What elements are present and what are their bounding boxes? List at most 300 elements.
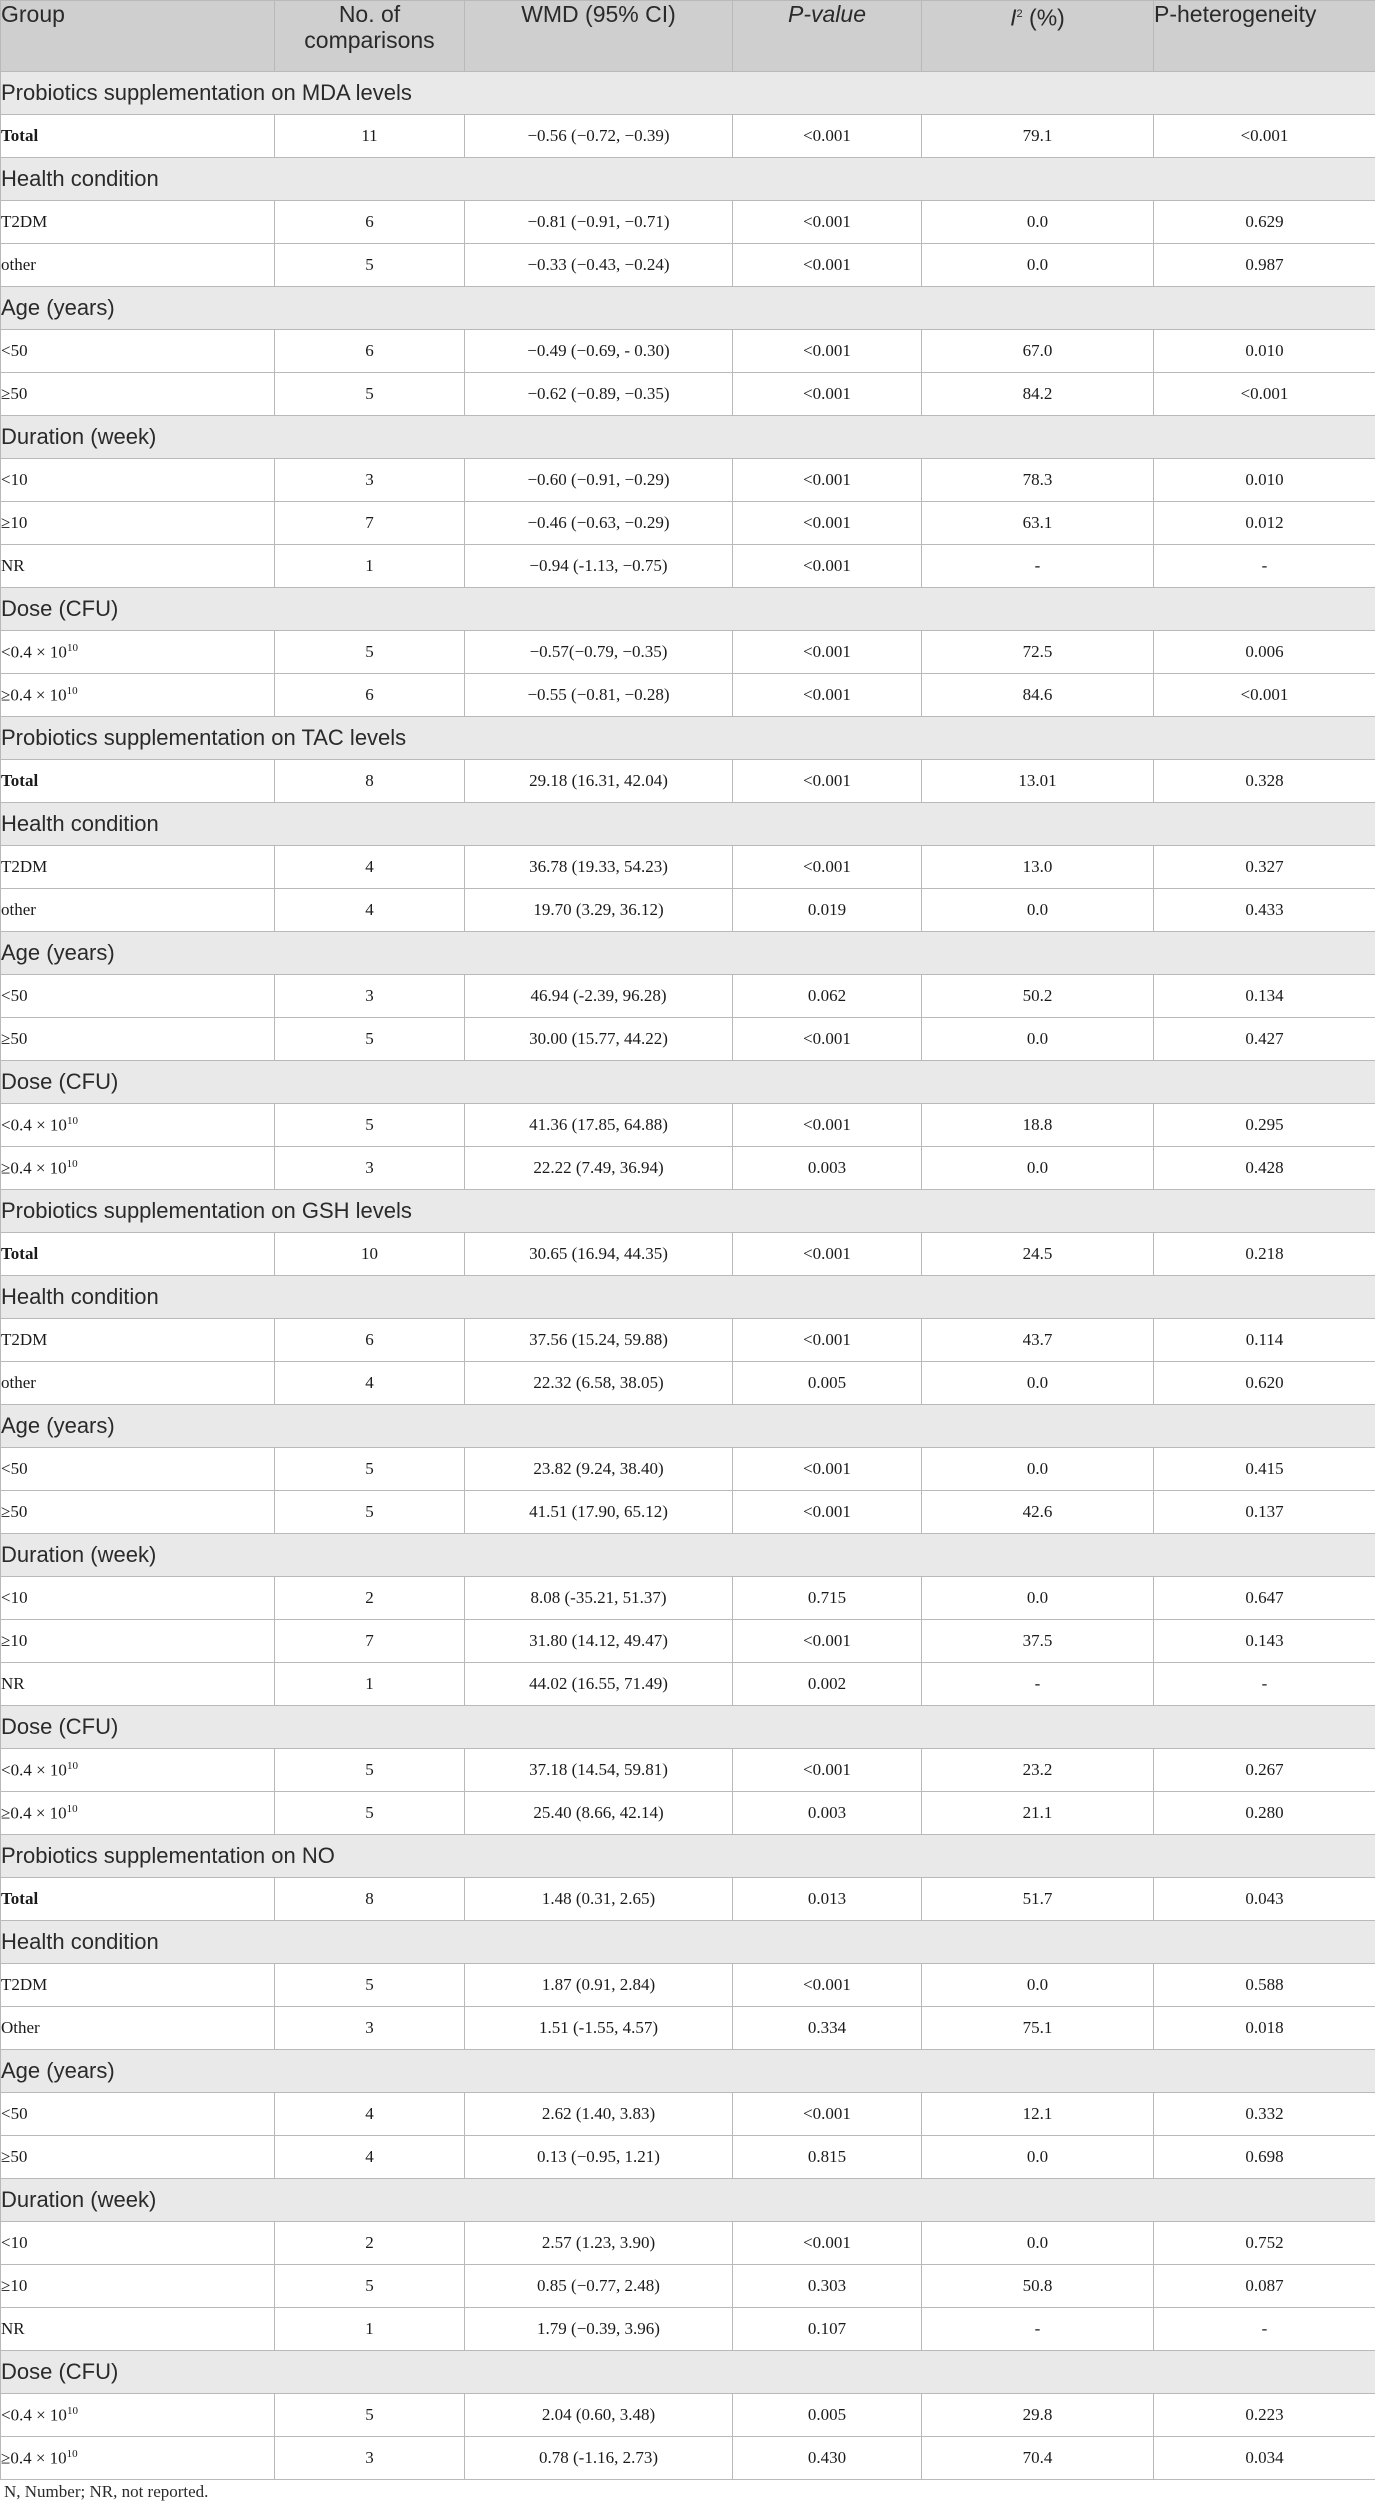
section-header-row xyxy=(1,1706,1375,1749)
pvalue-cell: <0.001 xyxy=(733,545,922,588)
table-row xyxy=(1,2437,1375,2480)
i2-cell: 50.2 xyxy=(922,975,1154,1018)
group-label: T2DM xyxy=(1,1330,48,1349)
group-cell xyxy=(1,502,275,545)
i2-cell: 21.1 xyxy=(922,1792,1154,1835)
table-row xyxy=(1,1104,1375,1147)
table-body xyxy=(1,72,1375,2480)
comparisons-cell: 5 xyxy=(275,373,465,416)
i2-cell: 12.1 xyxy=(922,2093,1154,2136)
p-heterogeneity-cell: - xyxy=(1154,2308,1375,2351)
i2-cell: 29.8 xyxy=(922,2394,1154,2437)
group-label: ≥0.4 × 10 xyxy=(1,685,67,705)
table-row xyxy=(1,1319,1375,1362)
section-label: Dose (CFU) xyxy=(1,2351,1375,2394)
group-label: T2DM xyxy=(1,212,48,231)
i2-cell: 70.4 xyxy=(922,2437,1154,2480)
group-label: Total xyxy=(1,1244,39,1263)
header-comparisons: No. of comparisons xyxy=(275,1,465,72)
comparisons-cell: 5 xyxy=(275,244,465,287)
i2-cell: 72.5 xyxy=(922,631,1154,674)
p-heterogeneity-cell: 0.043 xyxy=(1154,1878,1375,1921)
comparisons-cell: 11 xyxy=(275,115,465,158)
wmd-cell: 1.48 (0.31, 2.65) xyxy=(465,1878,733,1921)
pvalue-cell: <0.001 xyxy=(733,760,922,803)
group-cell xyxy=(1,1319,275,1362)
p-heterogeneity-cell: 0.647 xyxy=(1154,1577,1375,1620)
group-label: other xyxy=(1,255,36,274)
total-row xyxy=(1,1233,1375,1276)
comparisons-cell: 3 xyxy=(275,975,465,1018)
table-row xyxy=(1,2007,1375,2050)
p-heterogeneity-cell: 0.987 xyxy=(1154,244,1375,287)
i2-cell: 24.5 xyxy=(922,1233,1154,1276)
pvalue-cell: <0.001 xyxy=(733,1964,922,2007)
wmd-cell: 23.82 (9.24, 38.40) xyxy=(465,1448,733,1491)
i2-cell: 18.8 xyxy=(922,1104,1154,1147)
section-label: Health condition xyxy=(1,1921,1375,1964)
table-row xyxy=(1,201,1375,244)
section-label: Dose (CFU) xyxy=(1,588,1375,631)
wmd-cell: 0.13 (−0.95, 1.21) xyxy=(465,2136,733,2179)
p-heterogeneity-cell: 0.010 xyxy=(1154,459,1375,502)
pvalue-cell: 0.013 xyxy=(733,1878,922,1921)
group-cell xyxy=(1,330,275,373)
pvalue-cell: <0.001 xyxy=(733,631,922,674)
group-label: <10 xyxy=(1,470,28,489)
exponent: 10 xyxy=(66,684,78,697)
pvalue-cell: 0.002 xyxy=(733,1663,922,1706)
wmd-cell: 2.57 (1.23, 3.90) xyxy=(465,2222,733,2265)
table-row xyxy=(1,1147,1375,1190)
pvalue-cell: 0.019 xyxy=(733,889,922,932)
section-header-row xyxy=(1,1276,1375,1319)
table-row xyxy=(1,2308,1375,2351)
group-label: <0.4 × 10 xyxy=(1,2405,67,2425)
section-label: Probiotics supplementation on TAC levels xyxy=(1,717,1375,760)
pvalue-cell: 0.715 xyxy=(733,1577,922,1620)
comparisons-cell: 5 xyxy=(275,1964,465,2007)
i2-cell: 13.01 xyxy=(922,760,1154,803)
group-cell xyxy=(1,846,275,889)
i2-cell: 84.6 xyxy=(922,674,1154,717)
i2-cell: 23.2 xyxy=(922,1749,1154,1792)
section-header-row xyxy=(1,1405,1375,1448)
pvalue-cell: 0.005 xyxy=(733,2394,922,2437)
group-cell xyxy=(1,1362,275,1405)
group-label: <50 xyxy=(1,2104,28,2123)
comparisons-cell: 5 xyxy=(275,1104,465,1147)
i2-cell: 43.7 xyxy=(922,1319,1154,1362)
group-cell xyxy=(1,545,275,588)
table-row xyxy=(1,889,1375,932)
p-heterogeneity-cell: 0.267 xyxy=(1154,1749,1375,1792)
p-heterogeneity-cell: 0.280 xyxy=(1154,1792,1375,1835)
p-heterogeneity-cell: 0.223 xyxy=(1154,2394,1375,2437)
wmd-cell: 0.85 (−0.77, 2.48) xyxy=(465,2265,733,2308)
i2-cell: 79.1 xyxy=(922,115,1154,158)
pvalue-cell: <0.001 xyxy=(733,244,922,287)
wmd-cell: 31.80 (14.12, 49.47) xyxy=(465,1620,733,1663)
comparisons-cell: 4 xyxy=(275,846,465,889)
pvalue-cell: 0.003 xyxy=(733,1147,922,1190)
section-header-row xyxy=(1,1061,1375,1104)
p-heterogeneity-cell: 0.588 xyxy=(1154,1964,1375,2007)
i2-cell: 42.6 xyxy=(922,1491,1154,1534)
p-heterogeneity-cell: - xyxy=(1154,545,1375,588)
i2-cell: 67.0 xyxy=(922,330,1154,373)
wmd-cell: 41.51 (17.90, 65.12) xyxy=(465,1491,733,1534)
wmd-cell: 2.04 (0.60, 3.48) xyxy=(465,2394,733,2437)
comparisons-cell: 3 xyxy=(275,459,465,502)
table-footnote: N, Number; NR, not reported. xyxy=(4,2482,209,2501)
wmd-cell: 1.79 (−0.39, 3.96) xyxy=(465,2308,733,2351)
wmd-cell: 22.22 (7.49, 36.94) xyxy=(465,1147,733,1190)
group-label: other xyxy=(1,900,36,919)
wmd-cell: −0.94 (-1.13, −0.75) xyxy=(465,545,733,588)
section-header-row xyxy=(1,2351,1375,2394)
group-cell xyxy=(1,2007,275,2050)
p-heterogeneity-cell: <0.001 xyxy=(1154,115,1375,158)
pvalue-cell: <0.001 xyxy=(733,115,922,158)
pvalue-cell: <0.001 xyxy=(733,674,922,717)
p-heterogeneity-cell: 0.114 xyxy=(1154,1319,1375,1362)
exponent: 10 xyxy=(66,1759,78,1772)
group-label: NR xyxy=(1,2319,25,2338)
group-label: ≥10 xyxy=(1,2276,28,2295)
section-label: Probiotics supplementation on GSH levels xyxy=(1,1190,1375,1233)
group-cell xyxy=(1,2437,275,2480)
table-row xyxy=(1,2136,1375,2179)
p-heterogeneity-cell: 0.087 xyxy=(1154,2265,1375,2308)
i2-cell: 63.1 xyxy=(922,502,1154,545)
group-label: Total xyxy=(1,1889,39,1908)
wmd-cell: 1.87 (0.91, 2.84) xyxy=(465,1964,733,2007)
table-row xyxy=(1,459,1375,502)
wmd-cell: −0.33 (−0.43, −0.24) xyxy=(465,244,733,287)
pvalue-cell: <0.001 xyxy=(733,1233,922,1276)
table-row xyxy=(1,846,1375,889)
group-cell xyxy=(1,2265,275,2308)
group-cell xyxy=(1,201,275,244)
i2-cell: 0.0 xyxy=(922,2222,1154,2265)
i2-cell: 0.0 xyxy=(922,201,1154,244)
pvalue-cell: <0.001 xyxy=(733,459,922,502)
p-heterogeneity-cell: 0.137 xyxy=(1154,1491,1375,1534)
section-label: Age (years) xyxy=(1,1405,1375,1448)
i2-cell: - xyxy=(922,1663,1154,1706)
table-row xyxy=(1,1448,1375,1491)
group-cell xyxy=(1,1663,275,1706)
section-label: Age (years) xyxy=(1,287,1375,330)
comparisons-cell: 8 xyxy=(275,760,465,803)
wmd-cell: −0.49 (−0.69, - 0.30) xyxy=(465,330,733,373)
total-row xyxy=(1,1878,1375,1921)
exponent: 10 xyxy=(66,641,78,654)
section-header-row xyxy=(1,588,1375,631)
p-heterogeneity-cell: 0.034 xyxy=(1154,2437,1375,2480)
group-label: ≥0.4 × 10 xyxy=(1,1158,67,1178)
p-heterogeneity-cell: 0.006 xyxy=(1154,631,1375,674)
wmd-cell: −0.56 (−0.72, −0.39) xyxy=(465,115,733,158)
p-heterogeneity-cell: 0.698 xyxy=(1154,2136,1375,2179)
i2-cell: 13.0 xyxy=(922,846,1154,889)
section-header-row xyxy=(1,2179,1375,2222)
table-row xyxy=(1,1792,1375,1835)
section-header-row xyxy=(1,1921,1375,1964)
group-cell xyxy=(1,2222,275,2265)
group-label: <0.4 × 10 xyxy=(1,642,67,662)
i2-cell: 75.1 xyxy=(922,2007,1154,2050)
p-heterogeneity-cell: <0.001 xyxy=(1154,373,1375,416)
wmd-cell: 8.08 (-35.21, 51.37) xyxy=(465,1577,733,1620)
p-heterogeneity-cell: <0.001 xyxy=(1154,674,1375,717)
group-cell xyxy=(1,1104,275,1147)
pvalue-cell: 0.815 xyxy=(733,2136,922,2179)
pvalue-cell: <0.001 xyxy=(733,1620,922,1663)
pvalue-cell: <0.001 xyxy=(733,502,922,545)
section-header-row xyxy=(1,72,1375,115)
i2-cell: 0.0 xyxy=(922,1577,1154,1620)
group-cell xyxy=(1,1964,275,2007)
group-cell xyxy=(1,975,275,1018)
section-label: Age (years) xyxy=(1,932,1375,975)
i2-cell: 0.0 xyxy=(922,2136,1154,2179)
group-label: ≥0.4 × 10 xyxy=(1,1803,67,1823)
group-label: ≥10 xyxy=(1,1631,28,1650)
wmd-cell: 1.51 (-1.55, 4.57) xyxy=(465,2007,733,2050)
comparisons-cell: 1 xyxy=(275,1663,465,1706)
p-heterogeneity-cell: 0.428 xyxy=(1154,1147,1375,1190)
p-heterogeneity-cell: 0.752 xyxy=(1154,2222,1375,2265)
group-cell xyxy=(1,674,275,717)
table-row xyxy=(1,244,1375,287)
header-i2: $I^2$ (%) xyxy=(922,1,1154,72)
comparisons-cell: 4 xyxy=(275,2136,465,2179)
table-row xyxy=(1,1491,1375,1534)
group-cell xyxy=(1,1233,275,1276)
wmd-cell: 37.56 (15.24, 59.88) xyxy=(465,1319,733,1362)
group-label: <10 xyxy=(1,2233,28,2252)
comparisons-cell: 5 xyxy=(275,631,465,674)
comparisons-cell: 7 xyxy=(275,502,465,545)
section-label: Health condition xyxy=(1,803,1375,846)
wmd-cell: 46.94 (-2.39, 96.28) xyxy=(465,975,733,1018)
table-row xyxy=(1,2394,1375,2437)
pvalue-cell: <0.001 xyxy=(733,1448,922,1491)
section-header-row xyxy=(1,803,1375,846)
p-heterogeneity-cell: 0.012 xyxy=(1154,502,1375,545)
comparisons-cell: 4 xyxy=(275,889,465,932)
wmd-cell: 36.78 (19.33, 54.23) xyxy=(465,846,733,889)
section-label: Duration (week) xyxy=(1,1534,1375,1577)
exponent: 10 xyxy=(66,1114,78,1127)
pvalue-cell: <0.001 xyxy=(733,1018,922,1061)
comparisons-cell: 5 xyxy=(275,1491,465,1534)
group-label: ≥0.4 × 10 xyxy=(1,2448,67,2468)
comparisons-cell: 1 xyxy=(275,545,465,588)
section-header-row xyxy=(1,158,1375,201)
group-cell xyxy=(1,889,275,932)
group-cell xyxy=(1,1448,275,1491)
group-cell xyxy=(1,2394,275,2437)
wmd-cell: 2.62 (1.40, 3.83) xyxy=(465,2093,733,2136)
pvalue-cell: 0.005 xyxy=(733,1362,922,1405)
group-label: Total xyxy=(1,771,39,790)
comparisons-cell: 5 xyxy=(275,1018,465,1061)
group-cell xyxy=(1,631,275,674)
pvalue-cell: <0.001 xyxy=(733,1319,922,1362)
wmd-cell: −0.81 (−0.91, −0.71) xyxy=(465,201,733,244)
group-label: <0.4 × 10 xyxy=(1,1760,67,1780)
i2-cell: 0.0 xyxy=(922,244,1154,287)
group-label: Total xyxy=(1,126,39,145)
i2-cell: 0.0 xyxy=(922,1964,1154,2007)
group-cell xyxy=(1,115,275,158)
comparisons-cell: 5 xyxy=(275,1792,465,1835)
section-header-row xyxy=(1,2050,1375,2093)
comparisons-cell: 1 xyxy=(275,2308,465,2351)
table-row xyxy=(1,1362,1375,1405)
comparisons-cell: 6 xyxy=(275,1319,465,1362)
section-label: Probiotics supplementation on MDA levels xyxy=(1,72,1375,115)
i2-cell: 51.7 xyxy=(922,1878,1154,1921)
p-heterogeneity-cell: 0.427 xyxy=(1154,1018,1375,1061)
group-label: ≥50 xyxy=(1,1029,28,1048)
section-label: Age (years) xyxy=(1,2050,1375,2093)
group-label: <10 xyxy=(1,1588,28,1607)
p-heterogeneity-cell: 0.327 xyxy=(1154,846,1375,889)
group-label: NR xyxy=(1,1674,25,1693)
comparisons-cell: 8 xyxy=(275,1878,465,1921)
i2-cell: 0.0 xyxy=(922,1147,1154,1190)
p-heterogeneity-cell: 0.629 xyxy=(1154,201,1375,244)
wmd-cell: 44.02 (16.55, 71.49) xyxy=(465,1663,733,1706)
i2-cell: 0.0 xyxy=(922,1018,1154,1061)
comparisons-cell: 5 xyxy=(275,2265,465,2308)
pvalue-cell: <0.001 xyxy=(733,1491,922,1534)
pvalue-cell: <0.001 xyxy=(733,330,922,373)
exponent: 10 xyxy=(66,2404,78,2417)
group-cell xyxy=(1,459,275,502)
wmd-cell: −0.62 (−0.89, −0.35) xyxy=(465,373,733,416)
section-label: Probiotics supplementation on NO xyxy=(1,1835,1375,1878)
pvalue-cell: <0.001 xyxy=(733,2093,922,2136)
p-heterogeneity-cell: 0.010 xyxy=(1154,330,1375,373)
table-row xyxy=(1,1620,1375,1663)
p-heterogeneity-cell: 0.620 xyxy=(1154,1362,1375,1405)
section-header-row xyxy=(1,932,1375,975)
wmd-cell: 30.65 (16.94, 44.35) xyxy=(465,1233,733,1276)
p-heterogeneity-cell: 0.143 xyxy=(1154,1620,1375,1663)
section-label: Dose (CFU) xyxy=(1,1061,1375,1104)
p-heterogeneity-cell: 0.328 xyxy=(1154,760,1375,803)
group-label: T2DM xyxy=(1,1975,48,1994)
exponent: 10 xyxy=(66,1157,78,1170)
section-header-row xyxy=(1,1835,1375,1878)
table-row xyxy=(1,1749,1375,1792)
table-row xyxy=(1,1663,1375,1706)
group-label: Other xyxy=(1,2018,40,2037)
table-row xyxy=(1,2093,1375,2136)
table-row xyxy=(1,330,1375,373)
pvalue-cell: 0.003 xyxy=(733,1792,922,1835)
section-header-row xyxy=(1,1534,1375,1577)
table-row xyxy=(1,1018,1375,1061)
header-group: Group xyxy=(1,1,275,72)
group-cell xyxy=(1,1878,275,1921)
section-label: Health condition xyxy=(1,158,1375,201)
comparisons-cell: 5 xyxy=(275,2394,465,2437)
comparisons-cell: 3 xyxy=(275,2437,465,2480)
comparisons-cell: 4 xyxy=(275,2093,465,2136)
table-header-row xyxy=(1,1,1375,72)
section-header-row xyxy=(1,1190,1375,1233)
section-label: Dose (CFU) xyxy=(1,1706,1375,1749)
comparisons-cell: 2 xyxy=(275,1577,465,1620)
group-cell xyxy=(1,1147,275,1190)
comparisons-cell: 3 xyxy=(275,2007,465,2050)
wmd-cell: 30.00 (15.77, 44.22) xyxy=(465,1018,733,1061)
comparisons-cell: 6 xyxy=(275,201,465,244)
wmd-cell: −0.57(−0.79, −0.35) xyxy=(465,631,733,674)
i2-cell: 37.5 xyxy=(922,1620,1154,1663)
comparisons-cell: 2 xyxy=(275,2222,465,2265)
p-heterogeneity-cell: 0.218 xyxy=(1154,1233,1375,1276)
p-heterogeneity-cell: 0.433 xyxy=(1154,889,1375,932)
section-label: Duration (week) xyxy=(1,416,1375,459)
i2-cell: 0.0 xyxy=(922,889,1154,932)
comparisons-cell: 6 xyxy=(275,330,465,373)
group-label: ≥10 xyxy=(1,513,28,532)
header-pvalue: P-value xyxy=(733,1,922,72)
group-cell xyxy=(1,2136,275,2179)
wmd-cell: 37.18 (14.54, 59.81) xyxy=(465,1749,733,1792)
i2-cell: 0.0 xyxy=(922,1448,1154,1491)
comparisons-cell: 6 xyxy=(275,674,465,717)
section-header-row xyxy=(1,717,1375,760)
group-cell xyxy=(1,760,275,803)
header-wmd: WMD (95% CI) xyxy=(465,1,733,72)
group-cell xyxy=(1,1577,275,1620)
wmd-cell: 22.32 (6.58, 38.05) xyxy=(465,1362,733,1405)
pvalue-cell: <0.001 xyxy=(733,1749,922,1792)
group-cell xyxy=(1,1792,275,1835)
pvalue-cell: <0.001 xyxy=(733,373,922,416)
pvalue-cell: <0.001 xyxy=(733,1104,922,1147)
i2-cell: - xyxy=(922,545,1154,588)
table-row xyxy=(1,1964,1375,2007)
group-label: <0.4 × 10 xyxy=(1,1115,67,1135)
i2-cell: - xyxy=(922,2308,1154,2351)
section-label: Duration (week) xyxy=(1,2179,1375,2222)
section-header-row xyxy=(1,287,1375,330)
wmd-cell: 29.18 (16.31, 42.04) xyxy=(465,760,733,803)
table-row xyxy=(1,1577,1375,1620)
exponent: 10 xyxy=(66,1802,78,1815)
i2-cell: 78.3 xyxy=(922,459,1154,502)
p-heterogeneity-cell: 0.295 xyxy=(1154,1104,1375,1147)
pvalue-cell: 0.062 xyxy=(733,975,922,1018)
table-row xyxy=(1,631,1375,674)
group-cell xyxy=(1,1018,275,1061)
p-heterogeneity-cell: - xyxy=(1154,1663,1375,1706)
table-row xyxy=(1,2222,1375,2265)
comparisons-cell: 5 xyxy=(275,1448,465,1491)
comparisons-cell: 3 xyxy=(275,1147,465,1190)
wmd-cell: 41.36 (17.85, 64.88) xyxy=(465,1104,733,1147)
p-heterogeneity-cell: 0.415 xyxy=(1154,1448,1375,1491)
